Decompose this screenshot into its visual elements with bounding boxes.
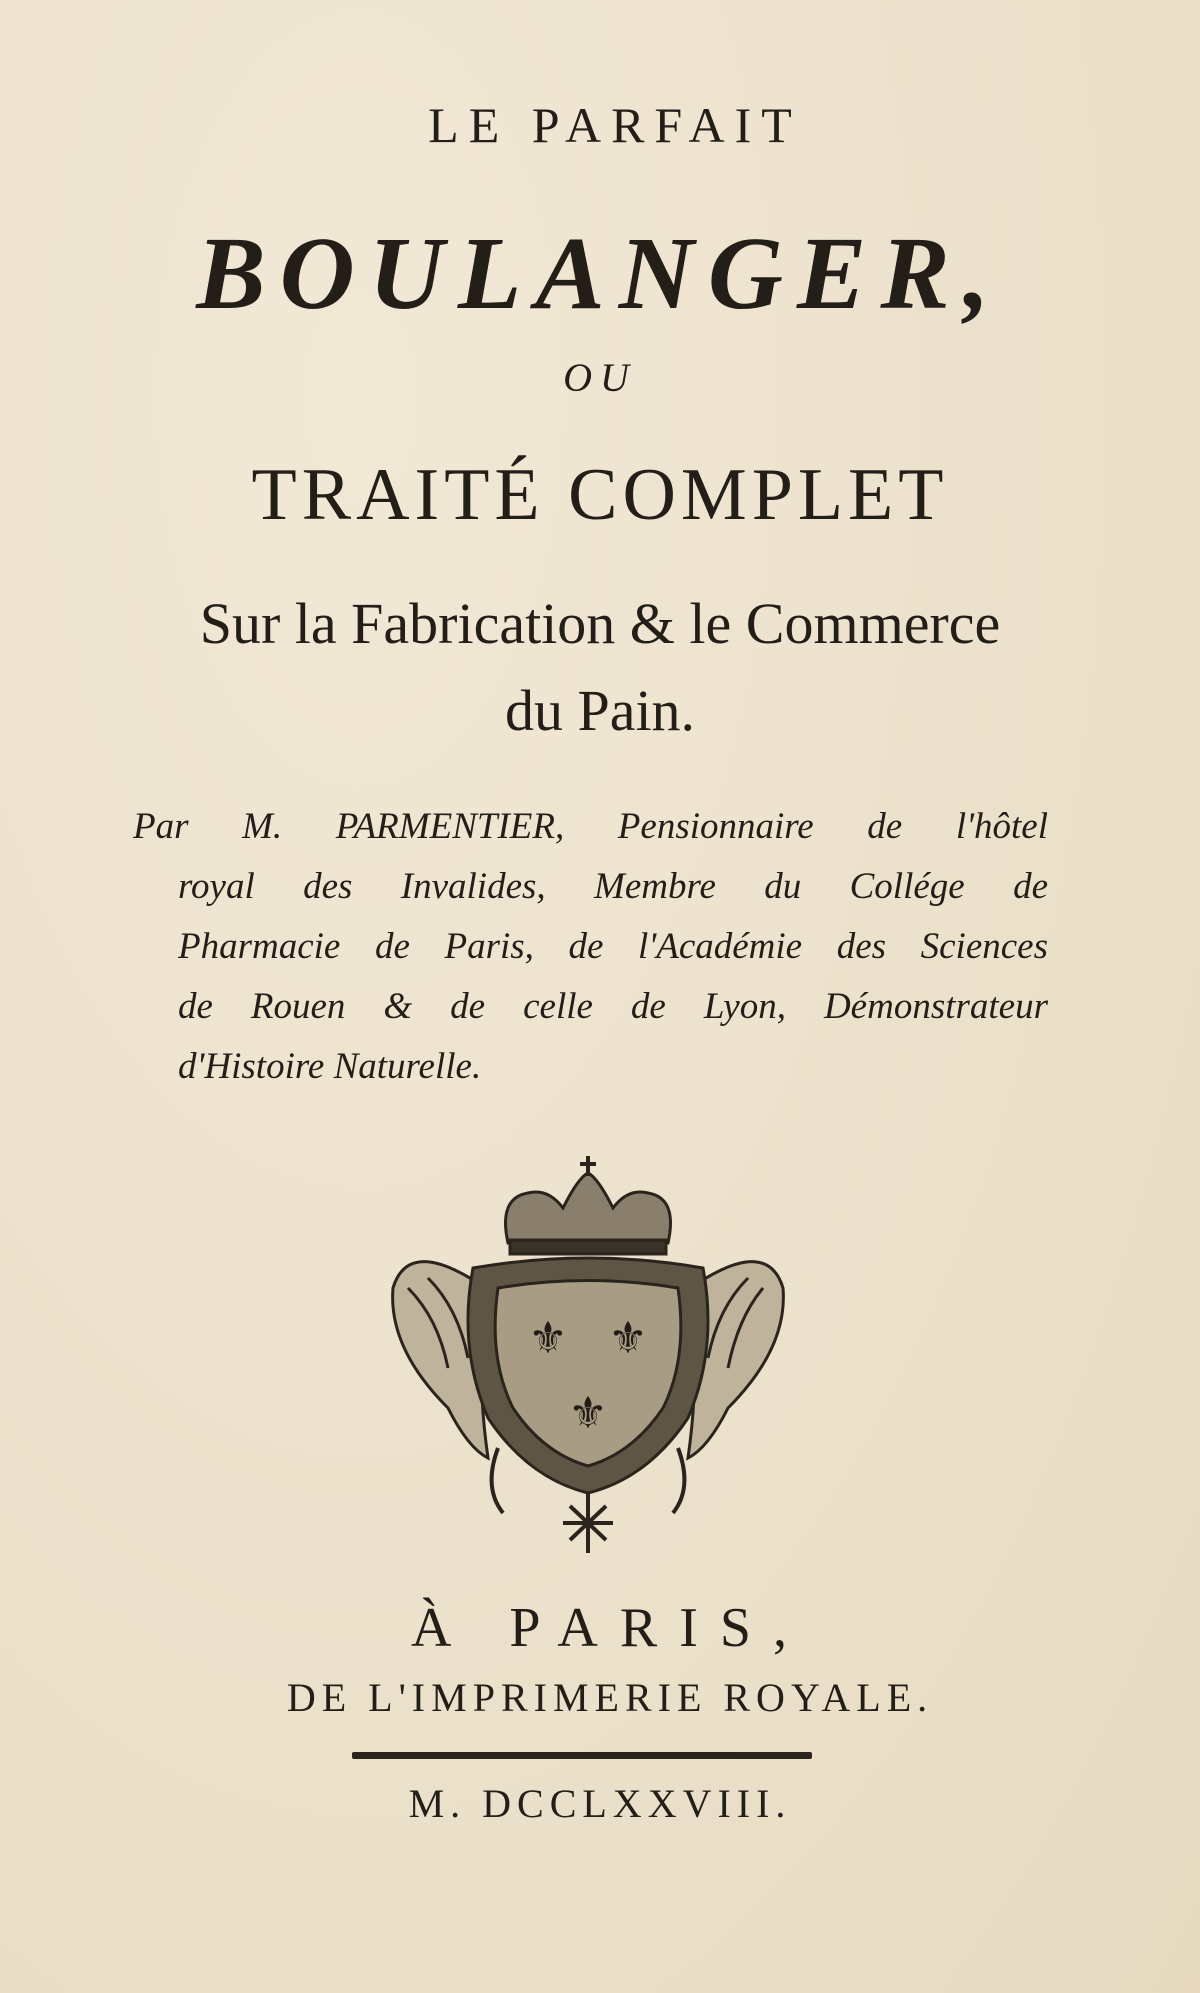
- author-line: de Rouen & de celle de Lyon, Démonstrateur: [178, 986, 1048, 1027]
- author-line: d'Histoire Naturelle.: [178, 1046, 482, 1087]
- svg-text:⚜: ⚜: [568, 1388, 608, 1439]
- author-line: Par M. PARMENTIER, Pensionnaire de l'hôtel: [133, 806, 1048, 847]
- imprint-place: À PARIS,: [410, 1597, 810, 1659]
- publication-date: M. DCCLXXVIII.: [408, 1781, 792, 1826]
- author-line: royal des Invalides, Membre du Collége de: [178, 866, 1048, 907]
- royal-crest-icon: [388, 1148, 788, 1558]
- subtitle-line-1: Sur la Fabrication & le Commerce: [199, 591, 1001, 656]
- title-traite-complet: TRAITÉ COMPLET: [251, 454, 949, 536]
- subtitle-line-2: du Pain.: [504, 678, 696, 743]
- author-line: Pharmacie de Paris, de l'Académie des Sciences: [178, 926, 1048, 967]
- title-boulanger: BOULANGER,: [196, 216, 1004, 331]
- svg-text:⚜: ⚜: [528, 1313, 568, 1364]
- title-ou: OU: [563, 355, 637, 400]
- title-line-le-parfait: LE PARFAIT: [428, 97, 802, 153]
- svg-text:⚜: ⚜: [608, 1313, 648, 1364]
- divider-rule: [352, 1752, 812, 1759]
- imprint-printer: DE L'IMPRIMERIE ROYALE.: [286, 1675, 934, 1720]
